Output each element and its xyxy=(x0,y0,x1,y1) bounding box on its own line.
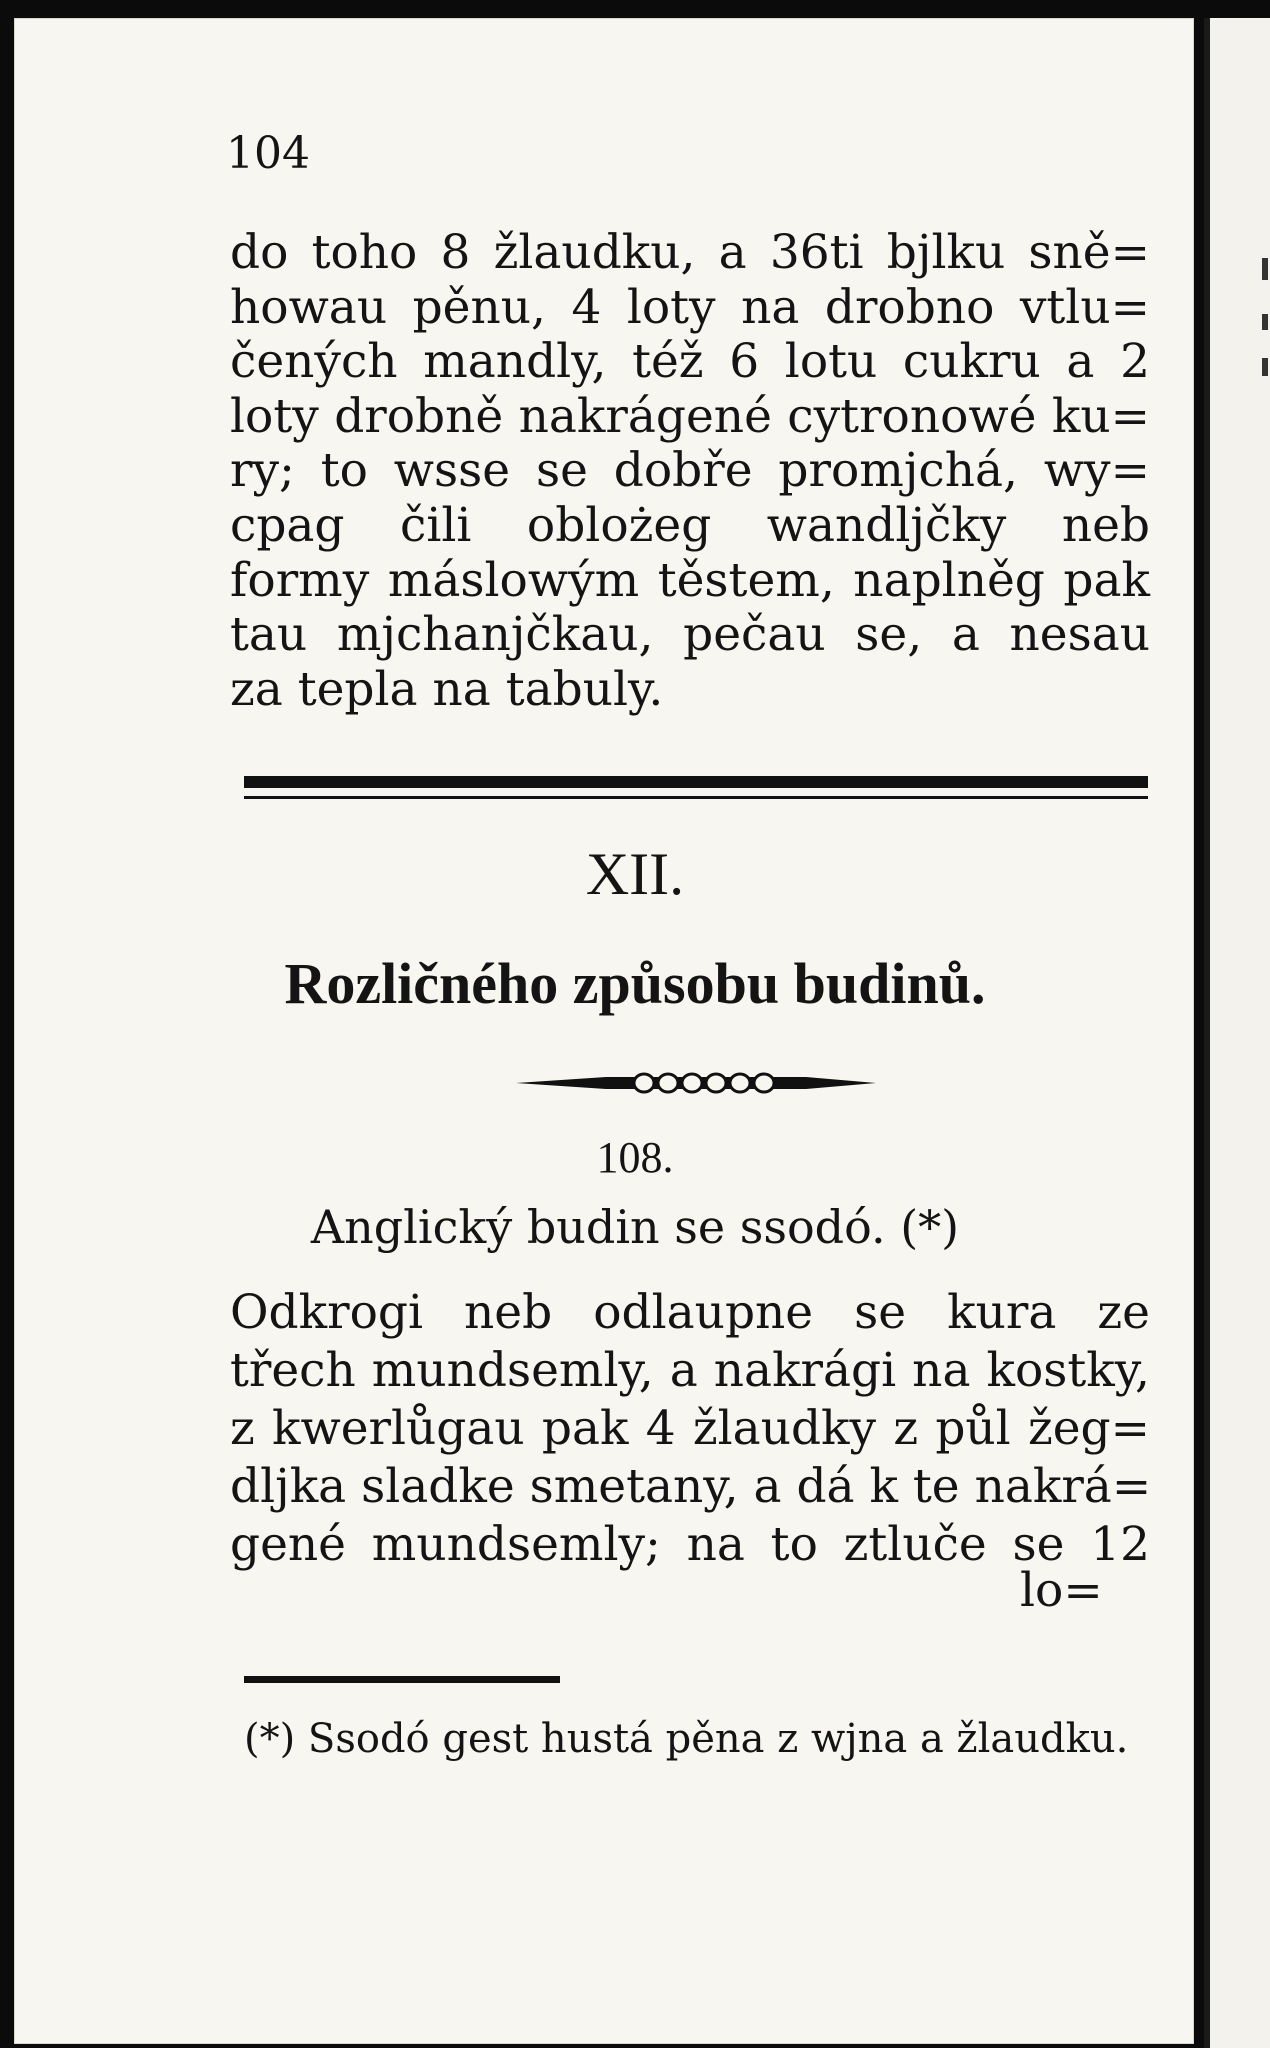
text-line: čených mandly, též 6 lotu cukru a 2 xyxy=(230,334,1150,390)
text-line: dljka sladke smetany, a dá k te nakrá= xyxy=(230,1459,1152,1514)
footnote: (*) Ssodó gest hustá pěna z wjna a žlaudku. xyxy=(244,1716,1129,1762)
ornament-divider xyxy=(516,1066,876,1100)
text-line: ry; to wsse se dobře promjchá, wy= xyxy=(230,443,1150,499)
recipe-title: Anglický budin se ssodó. (*) xyxy=(310,1200,960,1254)
page-number: 104 xyxy=(226,128,310,179)
adjacent-page-edge xyxy=(1204,18,1270,2048)
paragraph-continued xyxy=(230,226,1150,717)
text-line: Odkrogi neb odlaupne se kura ze xyxy=(230,1285,1150,1340)
recipe-paragraph xyxy=(230,1284,1150,1574)
catchword: lo= xyxy=(1020,1563,1103,1618)
text-line: z kwerlůgau pak 4 žlaudky z půl žeg= xyxy=(230,1401,1150,1456)
recipe-number: 108. xyxy=(596,1133,674,1182)
text-line: gené mundsemly; na to ztluče se 12 xyxy=(230,1517,1150,1572)
section-rule-thick xyxy=(244,776,1148,788)
section-rule-thin xyxy=(244,796,1148,799)
text-line: formy máslowým těstem, naplněg pak xyxy=(230,552,1150,608)
section-number: XII. xyxy=(585,841,685,907)
text-line: tau mjchanjčkau, pečau se, a nesau xyxy=(230,607,1150,663)
bleed-mark xyxy=(1262,258,1268,280)
bleed-mark xyxy=(1262,358,1268,376)
text-line: loty drobně nakrágené cytronowé ku= xyxy=(230,388,1150,444)
text-line: za tepla na tabuly. xyxy=(230,661,664,717)
bleed-mark xyxy=(1262,314,1268,330)
text-line: howau pěnu, 4 loty na drobno vtlu= xyxy=(230,279,1150,335)
section-title: Rozličného způsobu budinů. xyxy=(284,951,986,1016)
footnote-rule xyxy=(244,1676,560,1683)
text-line: do toho 8 žlaudku, a 36ti bjlku sně= xyxy=(230,225,1150,280)
page-gutter xyxy=(1204,18,1210,2048)
text-line: třech mundsemly, a nakrági na kostky, xyxy=(230,1343,1150,1398)
text-line: cpag čili oblożeg wandljčky neb xyxy=(230,497,1150,553)
